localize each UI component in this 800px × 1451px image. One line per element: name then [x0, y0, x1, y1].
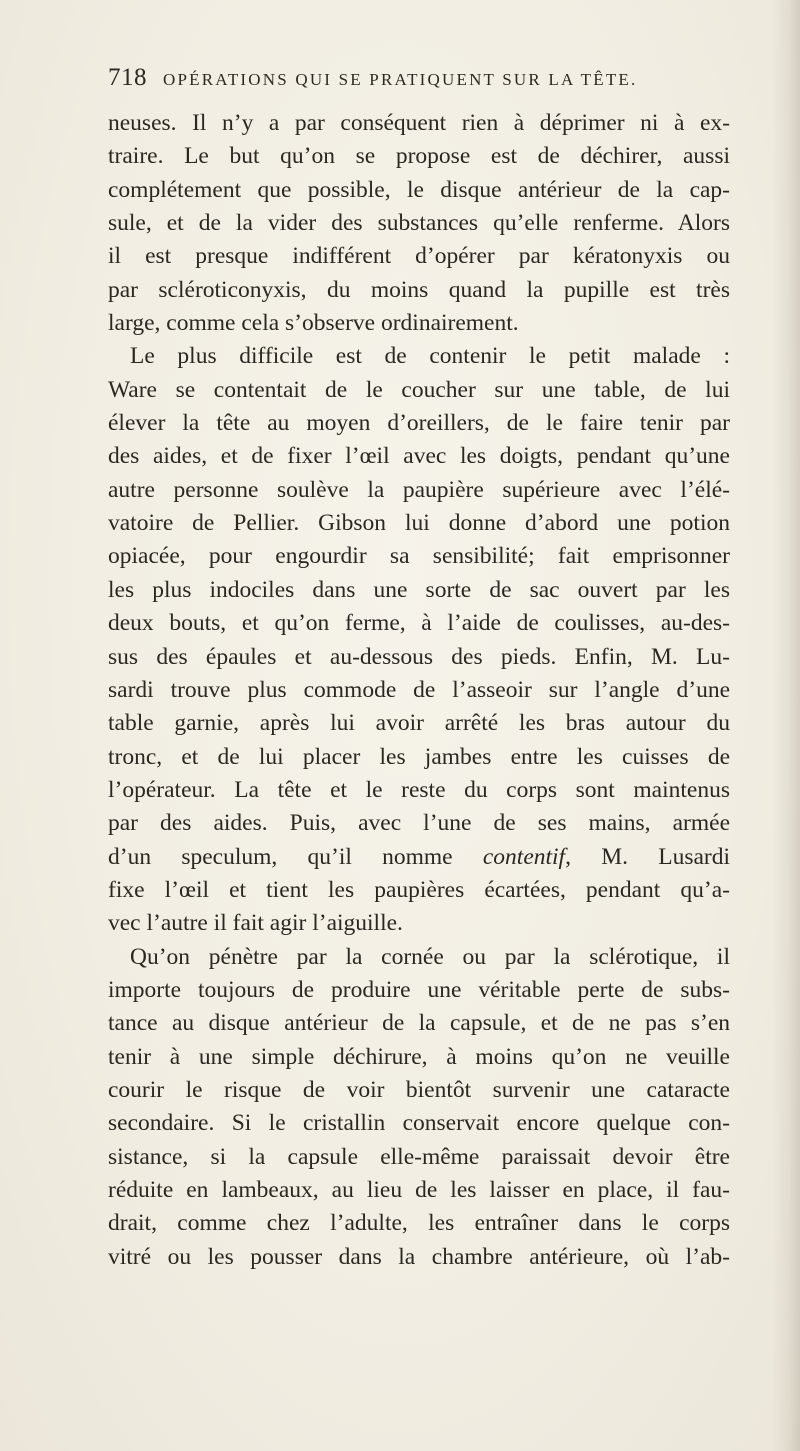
- body-text: [108, 107, 730, 1274]
- text-line: Ware se contentait de le coucher sur une table, de lui: [108, 376, 730, 403]
- text-line: par scléroticonyxis, du moins quand la pupille est très: [108, 276, 730, 303]
- text-line: fixe l’œil et tient les paupières écartées, pendant qu’a-: [108, 876, 730, 903]
- text-line: tronc, et de lui placer les jambes entre les cuisses de: [108, 743, 730, 770]
- text-line: traire. Le but qu’on se propose est de déchirer, aussi: [108, 143, 730, 170]
- text-line: opiacée, pour engourdir sa sensibilité; fait emprisonner: [108, 543, 730, 570]
- text-line: autre personne soulève la paupière supérieure avec l’élé-: [108, 476, 730, 503]
- text-segment: d’un speculum, qu’il nomme: [108, 843, 453, 870]
- text-line: il est presque indifférent d’opérer par kératonyxis ou: [108, 243, 730, 270]
- text-line: sistance, si la capsule elle-même paraissait devoir être: [108, 1143, 730, 1170]
- running-title: OPÉRATIONS QUI SE PRATIQUENT SUR LA TÊTE.: [163, 70, 638, 89]
- text-line: complétement que possible, le disque antérieur de la cap-: [108, 176, 730, 203]
- page-edge-shadow: [772, 0, 800, 1451]
- text-line: table garnie, après lui avoir arrêté les bras autour du: [108, 710, 730, 737]
- text-line: vitré ou les pousser dans la chambre antérieure, où l’ab-: [108, 1243, 730, 1270]
- text-segment: , M. Lusardi: [565, 843, 731, 870]
- text-line: [108, 841, 730, 874]
- text-line: deux bouts, et qu’on ferme, à l’aide de coulisses, au-des-: [108, 610, 730, 637]
- text-line: vatoire de Pellier. Gibson lui donne d’abord une potion: [108, 510, 730, 537]
- text-line: drait, comme chez l’adulte, les entraîner dans le corps: [108, 1210, 730, 1237]
- text-line: par des aides. Puis, avec l’une de ses mains, armée: [108, 810, 730, 837]
- text-line: vec l’autre il fait agir l’aiguille.: [108, 910, 403, 937]
- text-line: sus des épaules et au-dessous des pieds. Enfin, M. Lu-: [108, 643, 730, 670]
- italic-term: contentif: [482, 843, 566, 870]
- text-line: l’opérateur. La tête et le reste du corps sont maintenus: [108, 776, 730, 803]
- text-line: Qu’on pénètre par la cornée ou par la sclérotique, il: [130, 943, 730, 970]
- running-header: [108, 64, 728, 94]
- text-line: sule, et de la vider des substances qu’elle renferme. Alors: [108, 210, 730, 237]
- text-line: tenir à une simple déchirure, à moins qu’on ne veuille: [108, 1043, 730, 1070]
- text-line: élever la tête au moyen d’oreillers, de le faire tenir par: [108, 410, 730, 437]
- text-line: sardi trouve plus commode de l’asseoir sur l’angle d’une: [108, 676, 730, 703]
- text-line: des aides, et de fixer l’œil avec les doigts, pendant qu’une: [108, 443, 730, 470]
- text-line: large, comme cela s’observe ordinairement.: [108, 310, 519, 337]
- text-line: importe toujours de produire une véritable perte de subs-: [108, 976, 730, 1003]
- text-line: les plus indociles dans une sorte de sac ouvert par les: [108, 576, 730, 603]
- text-line: tance au disque antérieur de la capsule, et de ne pas s’en: [108, 1010, 730, 1037]
- text-line: neuses. Il n’y a par conséquent rien à déprimer ni à ex-: [108, 110, 730, 136]
- page-number: 718: [108, 64, 147, 91]
- text-line: réduite en lambeaux, au lieu de les laisser en place, il fau-: [108, 1177, 730, 1203]
- text-line: secondaire. Si le cristallin conservait encore quelque con-: [108, 1110, 730, 1137]
- text-line: courir le risque de voir bientôt survenir une cataracte: [108, 1076, 730, 1103]
- text-line: Le plus difficile est de contenir le petit malade :: [130, 343, 730, 370]
